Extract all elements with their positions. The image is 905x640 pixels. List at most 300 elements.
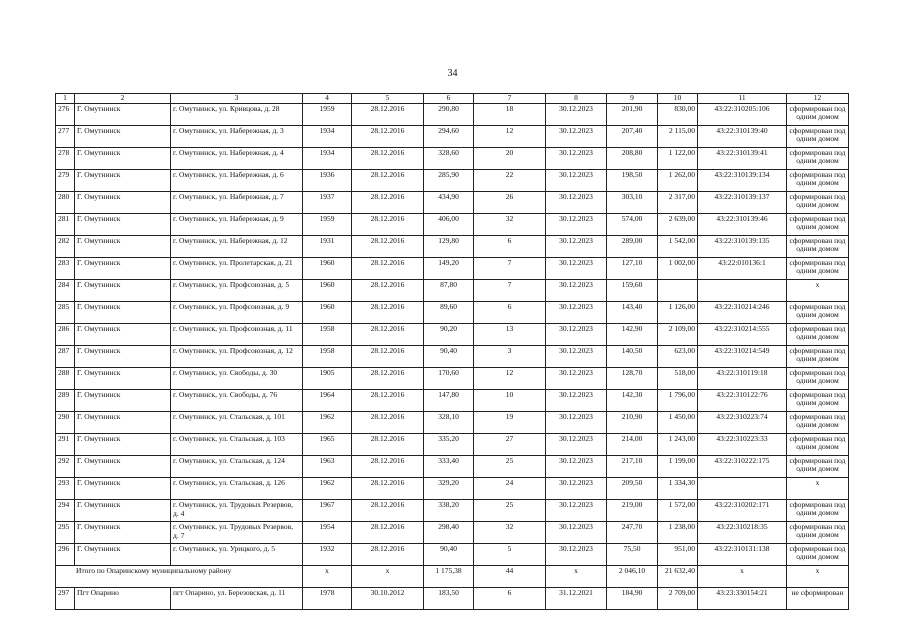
recognition-date-cell: 28.12.2016 bbox=[352, 522, 424, 544]
residents-cell: 24 bbox=[474, 478, 546, 500]
row-number: 283 bbox=[56, 258, 75, 280]
table-row bbox=[56, 368, 849, 390]
settlement-cell: Г. Омутнинск bbox=[75, 104, 171, 126]
year-built-cell: 1958 bbox=[303, 324, 352, 346]
recognition-date-cell: 30.10.2012 bbox=[352, 588, 424, 610]
year-built-cell: 1959 bbox=[303, 104, 352, 126]
settlement-cell: Г. Омутнинск bbox=[75, 522, 171, 544]
residents-cell: 18 bbox=[474, 104, 546, 126]
area-cell: 149,20 bbox=[424, 258, 474, 280]
residents-cell: 7 bbox=[474, 258, 546, 280]
row-number: 280 bbox=[56, 192, 75, 214]
settlement-cell: Г. Омутнинск bbox=[75, 368, 171, 390]
column-number: 6 bbox=[424, 94, 474, 104]
address-cell: г. Омутнинск, ул. Трудовых Резервов, д. 7 bbox=[171, 522, 303, 544]
land-status-cell: х bbox=[787, 478, 849, 500]
total-date1-cell: х bbox=[352, 566, 424, 588]
resettlement-date-cell: 30.12.2023 bbox=[546, 192, 607, 214]
column-number: 8 bbox=[546, 94, 607, 104]
cadastral-number-cell: 43:22:310214:246 bbox=[698, 302, 787, 324]
recognition-date-cell: 28.12.2016 bbox=[352, 346, 424, 368]
land-status-cell: сформирован под одним домом bbox=[787, 346, 849, 368]
year-built-cell: 1937 bbox=[303, 192, 352, 214]
year-built-cell: 1954 bbox=[303, 522, 352, 544]
address-cell: г. Омутнинск, ул. Набережная, д. 4 bbox=[171, 148, 303, 170]
table-row bbox=[56, 192, 849, 214]
resettlement-date-cell: 30.12.2023 bbox=[546, 214, 607, 236]
residents-cell: 20 bbox=[474, 148, 546, 170]
settlement-cell: Г. Омутнинск bbox=[75, 456, 171, 478]
cadastral-number-cell bbox=[698, 280, 787, 302]
column-number: 2 bbox=[75, 94, 171, 104]
area-cell: 90,40 bbox=[424, 346, 474, 368]
land-status-cell: сформирован под одним домом bbox=[787, 214, 849, 236]
land-status-cell: сформирован под одним домом bbox=[787, 390, 849, 412]
column-number: 11 bbox=[698, 94, 787, 104]
table-row bbox=[56, 434, 849, 456]
cadastral-number-cell: 43:22:310214:555 bbox=[698, 324, 787, 346]
resettled-area-cell: 210,90 bbox=[607, 412, 658, 434]
year-built-cell: 1958 bbox=[303, 346, 352, 368]
resettled-area-cell: 75,50 bbox=[607, 544, 658, 566]
land-status-cell: сформирован под одним домом bbox=[787, 192, 849, 214]
recognition-date-cell: 28.12.2016 bbox=[352, 478, 424, 500]
column-number: 4 bbox=[303, 94, 352, 104]
table-row bbox=[56, 324, 849, 346]
recognition-date-cell: 28.12.2016 bbox=[352, 126, 424, 148]
year-built-cell: 1962 bbox=[303, 412, 352, 434]
address-cell: г. Омутнинск, ул. Свободы, д. 30 bbox=[171, 368, 303, 390]
recognition-date-cell: 28.12.2016 bbox=[352, 192, 424, 214]
resettlement-date-cell: 30.12.2023 bbox=[546, 500, 607, 522]
row-number: 279 bbox=[56, 170, 75, 192]
settlement-cell: Г. Омутнинск bbox=[75, 280, 171, 302]
land-status-cell: сформирован под одним домом bbox=[787, 412, 849, 434]
resettlement-date-cell: 30.12.2023 bbox=[546, 170, 607, 192]
table-row bbox=[56, 412, 849, 434]
total-status-cell: х bbox=[787, 566, 849, 588]
year-built-cell: 1963 bbox=[303, 456, 352, 478]
residents-cell: 32 bbox=[474, 522, 546, 544]
address-cell: г. Омутнинск, ул. Набережная, д. 6 bbox=[171, 170, 303, 192]
resettled-area-cell: 128,70 bbox=[607, 368, 658, 390]
total-label: Итого по Опаринскому муниципальному району bbox=[56, 566, 303, 588]
area-cell: 406,00 bbox=[424, 214, 474, 236]
land-status-cell: сформирован под одним домом bbox=[787, 434, 849, 456]
cost-cell: 1 572,00 bbox=[658, 500, 698, 522]
resettlement-date-cell: 30.12.2023 bbox=[546, 104, 607, 126]
land-status-cell: сформирован под одним домом bbox=[787, 258, 849, 280]
residents-cell: 12 bbox=[474, 126, 546, 148]
total-cadastral-cell: х bbox=[698, 566, 787, 588]
residents-cell: 7 bbox=[474, 280, 546, 302]
recognition-date-cell: 28.12.2016 bbox=[352, 412, 424, 434]
address-cell: г. Омутнинск, ул. Профсоюзная, д. 5 bbox=[171, 280, 303, 302]
resettled-area-cell: 303,10 bbox=[607, 192, 658, 214]
residents-cell: 3 bbox=[474, 346, 546, 368]
resettled-area-cell: 208,80 bbox=[607, 148, 658, 170]
cost-cell: 623,00 bbox=[658, 346, 698, 368]
resettlement-date-cell: 30.12.2023 bbox=[546, 456, 607, 478]
resettled-area-cell: 201,90 bbox=[607, 104, 658, 126]
housing-registry-table bbox=[55, 93, 849, 610]
row-number: 281 bbox=[56, 214, 75, 236]
cadastral-number-cell: 43:22:310222:175 bbox=[698, 456, 787, 478]
recognition-date-cell: 28.12.2016 bbox=[352, 456, 424, 478]
land-status-cell: сформирован под одним домом bbox=[787, 324, 849, 346]
address-cell: г. Омутнинск, ул. Стальская, д. 101 bbox=[171, 412, 303, 434]
area-cell: 90,20 bbox=[424, 324, 474, 346]
address-cell: г. Омутнинск, ул. Трудовых Резервов, д. 4 bbox=[171, 500, 303, 522]
row-number: 293 bbox=[56, 478, 75, 500]
residents-cell: 25 bbox=[474, 456, 546, 478]
row-number: 282 bbox=[56, 236, 75, 258]
column-number: 3 bbox=[171, 94, 303, 104]
year-built-cell: 1932 bbox=[303, 544, 352, 566]
address-cell: г. Омутнинск, ул. Пролетарская, д. 21 bbox=[171, 258, 303, 280]
cadastral-number-cell: 43:22:310139:135 bbox=[698, 236, 787, 258]
resettled-area-cell: 159,60 bbox=[607, 280, 658, 302]
land-status-cell: сформирован под одним домом bbox=[787, 236, 849, 258]
row-number: 290 bbox=[56, 412, 75, 434]
table-row bbox=[56, 170, 849, 192]
resettlement-date-cell: 30.12.2023 bbox=[546, 258, 607, 280]
year-built-cell: 1936 bbox=[303, 170, 352, 192]
area-cell: 294,60 bbox=[424, 126, 474, 148]
area-cell: 338,20 bbox=[424, 500, 474, 522]
cost-cell: 1 126,00 bbox=[658, 302, 698, 324]
row-number: 286 bbox=[56, 324, 75, 346]
recognition-date-cell: 28.12.2016 bbox=[352, 104, 424, 126]
settlement-cell: Г. Омутнинск bbox=[75, 302, 171, 324]
page-number: 34 bbox=[447, 68, 458, 79]
settlement-cell: Г. Омутнинск bbox=[75, 324, 171, 346]
settlement-cell: Г. Омутнинск bbox=[75, 170, 171, 192]
recognition-date-cell: 28.12.2016 bbox=[352, 148, 424, 170]
land-status-cell: сформирован под одним домом bbox=[787, 302, 849, 324]
total-area-cell: 1 175,38 bbox=[424, 566, 474, 588]
resettlement-date-cell: 30.12.2023 bbox=[546, 280, 607, 302]
year-built-cell: 1962 bbox=[303, 478, 352, 500]
table-row bbox=[56, 544, 849, 566]
total-cost-cell: 21 632,40 bbox=[658, 566, 698, 588]
resettlement-date-cell: 30.12.2023 bbox=[546, 544, 607, 566]
address-cell: г. Омутнинск, ул. Набережная, д. 7 bbox=[171, 192, 303, 214]
total-area2-cell: 2 046,10 bbox=[607, 566, 658, 588]
cadastral-number-cell: 43:22:310122:76 bbox=[698, 390, 787, 412]
address-cell: г. Омутнинск, ул. Стальская, д. 126 bbox=[171, 478, 303, 500]
table-row bbox=[56, 588, 849, 610]
row-number: 278 bbox=[56, 148, 75, 170]
table-row bbox=[56, 258, 849, 280]
cost-cell: 1 334,30 bbox=[658, 478, 698, 500]
land-status-cell: сформирован под одним домом bbox=[787, 104, 849, 126]
table-row bbox=[56, 236, 849, 258]
table-row bbox=[56, 280, 849, 302]
resettled-area-cell: 143,40 bbox=[607, 302, 658, 324]
cost-cell: 2 639,00 bbox=[658, 214, 698, 236]
residents-cell: 22 bbox=[474, 170, 546, 192]
resettled-area-cell: 574,00 bbox=[607, 214, 658, 236]
resettlement-date-cell: 30.12.2023 bbox=[546, 368, 607, 390]
land-status-cell: не сформирован bbox=[787, 588, 849, 610]
recognition-date-cell: 28.12.2016 bbox=[352, 324, 424, 346]
settlement-cell: Г. Омутнинск bbox=[75, 544, 171, 566]
resettled-area-cell: 184,90 bbox=[607, 588, 658, 610]
table-row bbox=[56, 522, 849, 544]
area-cell: 434,90 bbox=[424, 192, 474, 214]
cadastral-number-cell: 43:22:310139:46 bbox=[698, 214, 787, 236]
resettled-area-cell: 247,70 bbox=[607, 522, 658, 544]
area-cell: 183,50 bbox=[424, 588, 474, 610]
year-built-cell: 1960 bbox=[303, 302, 352, 324]
area-cell: 328,10 bbox=[424, 412, 474, 434]
resettled-area-cell: 289,00 bbox=[607, 236, 658, 258]
residents-cell: 13 bbox=[474, 324, 546, 346]
land-status-cell: сформирован под одним домом bbox=[787, 148, 849, 170]
table-row bbox=[56, 456, 849, 478]
residents-cell: 6 bbox=[474, 588, 546, 610]
area-cell: 335,20 bbox=[424, 434, 474, 456]
settlement-cell: Г. Омутнинск bbox=[75, 214, 171, 236]
table-row bbox=[56, 126, 849, 148]
cost-cell: 1 243,00 bbox=[658, 434, 698, 456]
land-status-cell: сформирован под одним домом bbox=[787, 126, 849, 148]
total-residents-cell: 44 bbox=[474, 566, 546, 588]
cadastral-number-cell: 43:22:310119:18 bbox=[698, 368, 787, 390]
land-status-cell: сформирован под одним домом bbox=[787, 500, 849, 522]
residents-cell: 19 bbox=[474, 412, 546, 434]
settlement-cell: Г. Омутнинск bbox=[75, 478, 171, 500]
row-number: 297 bbox=[56, 588, 75, 610]
row-number: 294 bbox=[56, 500, 75, 522]
land-status-cell: сформирован под одним домом bbox=[787, 544, 849, 566]
cost-cell: 951,00 bbox=[658, 544, 698, 566]
land-status-cell: сформирован под одним домом bbox=[787, 368, 849, 390]
cadastral-number-cell: 43:22:310139:41 bbox=[698, 148, 787, 170]
cadastral-number-cell: 43:22:310202:171 bbox=[698, 500, 787, 522]
area-cell: 290,80 bbox=[424, 104, 474, 126]
year-built-cell: 1960 bbox=[303, 258, 352, 280]
table-row bbox=[56, 214, 849, 236]
area-cell: 333,40 bbox=[424, 456, 474, 478]
cadastral-number-cell: 43:22:310139:134 bbox=[698, 170, 787, 192]
resettlement-date-cell: 30.12.2023 bbox=[546, 434, 607, 456]
cadastral-number-cell: 43:22:310139:40 bbox=[698, 126, 787, 148]
resettled-area-cell: 142,30 bbox=[607, 390, 658, 412]
settlement-cell: Г. Омутнинск bbox=[75, 500, 171, 522]
cost-cell bbox=[658, 280, 698, 302]
cadastral-number-cell: 43:22:310131:138 bbox=[698, 544, 787, 566]
column-number-row bbox=[56, 94, 849, 104]
address-cell: пгт Опарино, ул. Березовская, д. 11 bbox=[171, 588, 303, 610]
column-number: 5 bbox=[352, 94, 424, 104]
address-cell: г. Омутнинск, ул. Профсоюзная, д. 11 bbox=[171, 324, 303, 346]
cost-cell: 1 542,00 bbox=[658, 236, 698, 258]
cadastral-number-cell: 43:22:310214:549 bbox=[698, 346, 787, 368]
settlement-cell: Г. Омутнинск bbox=[75, 346, 171, 368]
area-cell: 170,60 bbox=[424, 368, 474, 390]
resettlement-date-cell: 31.12.2021 bbox=[546, 588, 607, 610]
address-cell: г. Омутнинск, ул. Набережная, д. 3 bbox=[171, 126, 303, 148]
recognition-date-cell: 28.12.2016 bbox=[352, 434, 424, 456]
residents-cell: 27 bbox=[474, 434, 546, 456]
resettlement-date-cell: 30.12.2023 bbox=[546, 126, 607, 148]
recognition-date-cell: 28.12.2016 bbox=[352, 368, 424, 390]
row-number: 288 bbox=[56, 368, 75, 390]
cadastral-number-cell: 43:22:310205:106 bbox=[698, 104, 787, 126]
total-row bbox=[56, 566, 849, 588]
table-row bbox=[56, 148, 849, 170]
cost-cell: 1 122,00 bbox=[658, 148, 698, 170]
column-number: 7 bbox=[474, 94, 546, 104]
resettled-area-cell: 207,40 bbox=[607, 126, 658, 148]
recognition-date-cell: 28.12.2016 bbox=[352, 280, 424, 302]
cadastral-number-cell: 43:22:310223:74 bbox=[698, 412, 787, 434]
resettlement-date-cell: 30.12.2023 bbox=[546, 236, 607, 258]
row-number: 296 bbox=[56, 544, 75, 566]
cadastral-number-cell: 43:22:310223:33 bbox=[698, 434, 787, 456]
cadastral-number-cell: 43:22:310139:137 bbox=[698, 192, 787, 214]
settlement-cell: Г. Омутнинск bbox=[75, 126, 171, 148]
land-status-cell: х bbox=[787, 280, 849, 302]
table-row bbox=[56, 478, 849, 500]
row-number: 295 bbox=[56, 522, 75, 544]
total-year-cell: х bbox=[303, 566, 352, 588]
cost-cell: 830,00 bbox=[658, 104, 698, 126]
area-cell: 329,20 bbox=[424, 478, 474, 500]
settlement-cell: Г. Омутнинск bbox=[75, 258, 171, 280]
residents-cell: 5 bbox=[474, 544, 546, 566]
area-cell: 129,80 bbox=[424, 236, 474, 258]
area-cell: 147,80 bbox=[424, 390, 474, 412]
residents-cell: 25 bbox=[474, 500, 546, 522]
area-cell: 328,60 bbox=[424, 148, 474, 170]
area-cell: 285,90 bbox=[424, 170, 474, 192]
resettled-area-cell: 217,10 bbox=[607, 456, 658, 478]
resettlement-date-cell: 30.12.2023 bbox=[546, 412, 607, 434]
resettled-area-cell: 198,50 bbox=[607, 170, 658, 192]
recognition-date-cell: 28.12.2016 bbox=[352, 170, 424, 192]
settlement-cell: Пгт Опарино bbox=[75, 588, 171, 610]
address-cell: г. Омутнинск, ул. Профсоюзная, д. 9 bbox=[171, 302, 303, 324]
cadastral-number-cell: 43:22:310218:35 bbox=[698, 522, 787, 544]
year-built-cell: 1978 bbox=[303, 588, 352, 610]
address-cell: г. Омутнинск, ул. Профсоюзная, д. 12 bbox=[171, 346, 303, 368]
row-number: 289 bbox=[56, 390, 75, 412]
cost-cell: 1 199,00 bbox=[658, 456, 698, 478]
cadastral-number-cell bbox=[698, 478, 787, 500]
land-status-cell: сформирован под одним домом bbox=[787, 456, 849, 478]
row-number: 284 bbox=[56, 280, 75, 302]
address-cell: г. Омутнинск, ул. Стальская, д. 124 bbox=[171, 456, 303, 478]
row-number: 291 bbox=[56, 434, 75, 456]
recognition-date-cell: 28.12.2016 bbox=[352, 214, 424, 236]
settlement-cell: Г. Омутнинск bbox=[75, 148, 171, 170]
settlement-cell: Г. Омутнинск bbox=[75, 412, 171, 434]
residents-cell: 6 bbox=[474, 302, 546, 324]
cost-cell: 2 317,00 bbox=[658, 192, 698, 214]
column-number: 1 bbox=[56, 94, 75, 104]
year-built-cell: 1931 bbox=[303, 236, 352, 258]
residents-cell: 10 bbox=[474, 390, 546, 412]
recognition-date-cell: 28.12.2016 bbox=[352, 390, 424, 412]
resettled-area-cell: 142,90 bbox=[607, 324, 658, 346]
address-cell: г. Омутнинск, ул. Кривцова, д. 28 bbox=[171, 104, 303, 126]
cost-cell: 2 709,00 bbox=[658, 588, 698, 610]
resettlement-date-cell: 30.12.2023 bbox=[546, 148, 607, 170]
resettlement-date-cell: 30.12.2023 bbox=[546, 302, 607, 324]
residents-cell: 32 bbox=[474, 214, 546, 236]
resettlement-date-cell: 30.12.2023 bbox=[546, 390, 607, 412]
resettled-area-cell: 209,50 bbox=[607, 478, 658, 500]
year-built-cell: 1965 bbox=[303, 434, 352, 456]
year-built-cell: 1905 bbox=[303, 368, 352, 390]
cost-cell: 518,00 bbox=[658, 368, 698, 390]
column-number: 12 bbox=[787, 94, 849, 104]
resettled-area-cell: 140,50 bbox=[607, 346, 658, 368]
residents-cell: 26 bbox=[474, 192, 546, 214]
cost-cell: 1 262,00 bbox=[658, 170, 698, 192]
year-built-cell: 1964 bbox=[303, 390, 352, 412]
year-built-cell: 1959 bbox=[303, 214, 352, 236]
cost-cell: 1 002,00 bbox=[658, 258, 698, 280]
settlement-cell: Г. Омутнинск bbox=[75, 434, 171, 456]
area-cell: 90,40 bbox=[424, 544, 474, 566]
residents-cell: 12 bbox=[474, 368, 546, 390]
land-status-cell: сформирован под одним домом bbox=[787, 170, 849, 192]
cadastral-number-cell: 43:22:010136:1 bbox=[698, 258, 787, 280]
settlement-cell: Г. Омутнинск bbox=[75, 390, 171, 412]
cost-cell: 1 238,00 bbox=[658, 522, 698, 544]
total-date2-cell: х bbox=[546, 566, 607, 588]
address-cell: г. Омутнинск, ул. Урицкого, д. 5 bbox=[171, 544, 303, 566]
address-cell: г. Омутнинск, ул. Стальская, д. 103 bbox=[171, 434, 303, 456]
area-cell: 298,40 bbox=[424, 522, 474, 544]
resettlement-date-cell: 30.12.2023 bbox=[546, 522, 607, 544]
settlement-cell: Г. Омутнинск bbox=[75, 192, 171, 214]
table-row bbox=[56, 302, 849, 324]
table-row bbox=[56, 104, 849, 126]
row-number: 276 bbox=[56, 104, 75, 126]
area-cell: 89,60 bbox=[424, 302, 474, 324]
recognition-date-cell: 28.12.2016 bbox=[352, 500, 424, 522]
resettlement-date-cell: 30.12.2023 bbox=[546, 478, 607, 500]
resettled-area-cell: 219,00 bbox=[607, 500, 658, 522]
settlement-cell: Г. Омутнинск bbox=[75, 236, 171, 258]
recognition-date-cell: 28.12.2016 bbox=[352, 236, 424, 258]
cost-cell: 1 796,00 bbox=[658, 390, 698, 412]
year-built-cell: 1960 bbox=[303, 280, 352, 302]
recognition-date-cell: 28.12.2016 bbox=[352, 258, 424, 280]
address-cell: г. Омутнинск, ул. Свободы, д. 76 bbox=[171, 390, 303, 412]
column-number: 9 bbox=[607, 94, 658, 104]
year-built-cell: 1934 bbox=[303, 126, 352, 148]
address-cell: г. Омутнинск, ул. Набережная, д. 9 bbox=[171, 214, 303, 236]
resettlement-date-cell: 30.12.2023 bbox=[546, 346, 607, 368]
table-row bbox=[56, 500, 849, 522]
table-row bbox=[56, 346, 849, 368]
resettled-area-cell: 127,10 bbox=[607, 258, 658, 280]
residents-cell: 6 bbox=[474, 236, 546, 258]
cost-cell: 1 450,00 bbox=[658, 412, 698, 434]
table-row bbox=[56, 390, 849, 412]
row-number: 287 bbox=[56, 346, 75, 368]
cost-cell: 2 109,00 bbox=[658, 324, 698, 346]
land-status-cell: сформирован под одним домом bbox=[787, 522, 849, 544]
row-number: 285 bbox=[56, 302, 75, 324]
year-built-cell: 1934 bbox=[303, 148, 352, 170]
